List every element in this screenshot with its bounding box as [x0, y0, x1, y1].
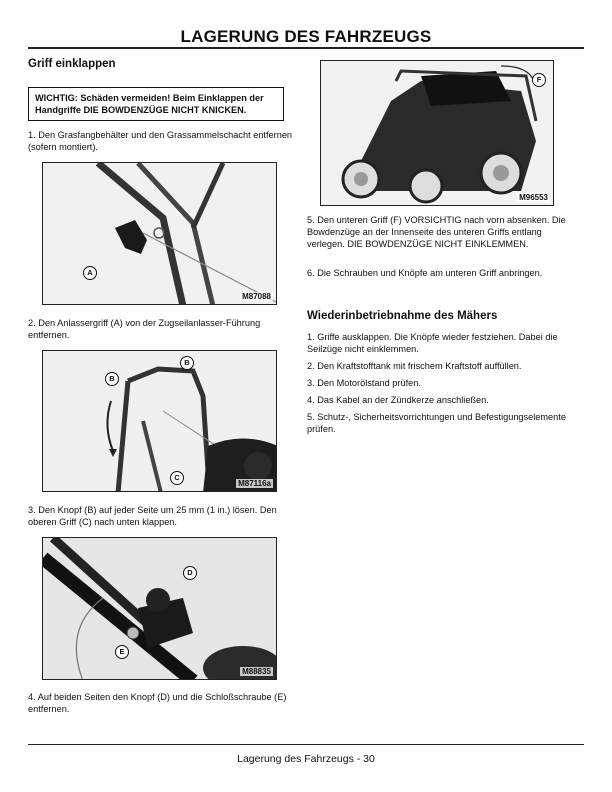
step-6-text: 6. Die Schrauben und Knöpfe am unteren Griff anbringen.	[307, 268, 543, 278]
callout-b-left: B	[105, 372, 119, 386]
page-title: LAGERUNG DES FAHRZEUGS	[180, 27, 432, 46]
step-3-text: 3. Den Knopf (B) auf jeder Seite um 25 mm (1 in.) lösen. Den oberen Griff (C) nach unten klappen.	[28, 505, 277, 528]
knob-bolt-photo	[43, 538, 277, 680]
figure-starter-handle	[42, 162, 277, 305]
title-rule	[28, 47, 584, 49]
section-heading-restart: Wiederinbetriebnahme des Mähers	[307, 310, 498, 322]
page-footer: Lagerung des Fahrzeugs - 30	[237, 753, 375, 765]
callout-b-right: B	[180, 356, 194, 370]
mower-photo	[321, 61, 554, 206]
step-4-text: 4. Auf beiden Seiten den Knopf (D) und die Schloßschraube (E) entfernen.	[28, 692, 287, 715]
figure-code: M87088	[242, 292, 271, 301]
figure-code: M96553	[519, 193, 548, 202]
restart-item-5: 5. Schutz-, Sicherheitsvorrichtungen und Befestigungselemente prüfen.	[307, 412, 566, 435]
callout-c: C	[170, 471, 184, 485]
step-1-text: 1. Den Grasfangbehälter und den Grassammelschacht entfernen (sofern montiert).	[28, 130, 293, 153]
figure-lower-handle	[320, 60, 554, 206]
figure-code: M88835	[242, 667, 271, 676]
step-2-text: 2. Den Anlassergriff (A) von der Zugseilanlasser-Führung entfernen.	[28, 318, 261, 341]
footer-rule	[28, 744, 584, 745]
callout-d: D	[183, 566, 197, 580]
warning-box: WICHTIG: Schäden vermeiden! Beim Einklappen der Handgriffe DIE BOWDENZÜGE NICHT KNICKEN.	[28, 87, 284, 121]
restart-item-4: 4. Das Kabel an der Zündkerze anschließen.	[307, 395, 489, 405]
step-5-text: 5. Den unteren Griff (F) VORSICHTIG nach vorn absenken. Die Bowdenzüge an der Innenseite des unteren Griffs entlang verlegen. DIE BOWDENZÜGE NICHT EINKLEMMEN.	[307, 215, 566, 250]
figure-code: M87116a	[238, 479, 271, 488]
callout-a: A	[83, 266, 97, 280]
upper-handle-photo	[43, 351, 277, 492]
callout-e: E	[115, 645, 129, 659]
restart-item-2: 2. Den Kraftstofftank mit frischem Kraftstoff auffüllen.	[307, 361, 522, 371]
callout-f: F	[532, 73, 546, 87]
starter-handle-photo	[43, 163, 277, 305]
figure-knob-upper-handle	[42, 350, 277, 492]
restart-item-3: 3. Den Motorölstand prüfen.	[307, 378, 421, 388]
restart-item-1: 1. Griffe ausklappen. Die Knöpfe wieder festziehen. Dabei die Seilzüge nicht einklemmen.	[307, 332, 558, 355]
section-heading-fold-handle: Griff einklappen	[28, 58, 116, 70]
figure-knob-carriage-bolt	[42, 537, 277, 680]
